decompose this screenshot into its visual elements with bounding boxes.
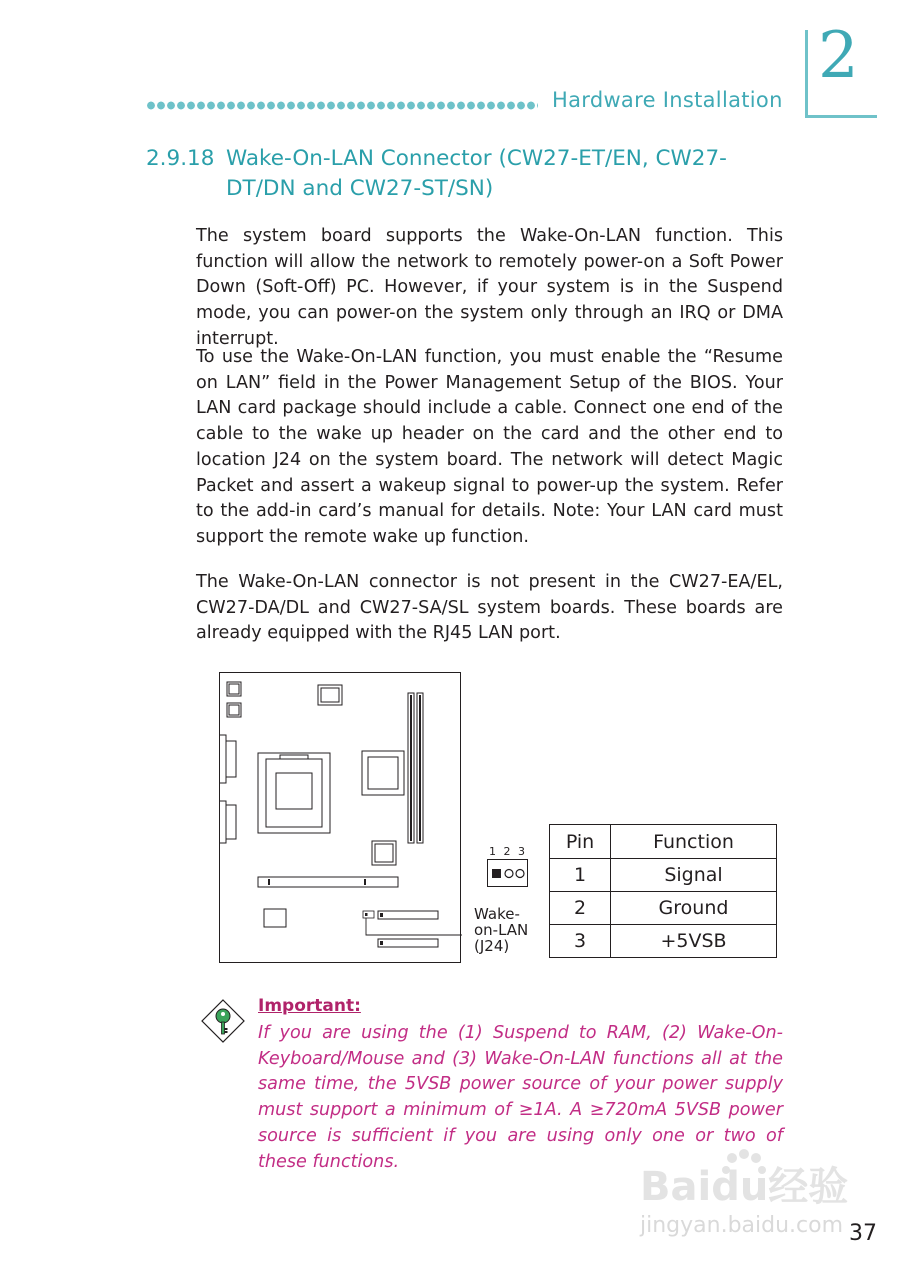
paragraph-usage: To use the Wake-On-LAN function, you must enable the “Resume on LAN” field in the Power Management Setup of the BIOS. Your LAN card package should include a cable. Connect one end of the cable to the wake up header on the card and the other end to location J24 on the system board. The network will detect Magic Packet and assert a wakeup signal to power-up the system. Refer to the add-in card’s manual for details. Note: Your LAN card must support the remote wake up function.	[196, 347, 783, 547]
function-cell: Signal	[611, 859, 777, 892]
key-icon	[201, 999, 245, 1047]
wake-on-lan-label-line2: on-LAN	[474, 921, 529, 939]
wake-on-lan-label	[474, 906, 528, 954]
header-dotted-rule	[146, 101, 538, 110]
pin-header-pins	[488, 860, 529, 888]
paragraph-availability: The Wake-On-LAN connector is not present in the CW27-EA/EL, CW27-DA/DL and CW27-SA/SL system boards. These boards are already equipped with the RJ45 LAN port.	[196, 572, 783, 644]
header-function: Function	[611, 825, 777, 859]
system-board-drawing	[220, 673, 462, 964]
pin-number-labels: 1 2 3	[489, 845, 527, 858]
wake-on-lan-label-line3: (J24)	[474, 937, 510, 955]
table-row	[550, 859, 777, 892]
function-cell: Ground	[611, 892, 777, 925]
chapter-tab-horizontal-rule	[805, 115, 877, 118]
j24-pin-header	[487, 859, 528, 887]
system-board-diagram	[219, 672, 461, 963]
chapter-number: 2	[818, 19, 859, 93]
table-header-row	[550, 825, 777, 859]
running-header-title: Hardware Installation	[552, 88, 783, 112]
wake-on-lan-label-line1: Wake-	[474, 905, 520, 923]
table-row	[550, 892, 777, 925]
table-row	[550, 925, 777, 958]
section-title-line1: Wake-On-LAN Connector (CW27-ET/EN, CW27-	[226, 146, 727, 171]
header-pin: Pin	[550, 825, 611, 859]
watermark-url: jingyan.baidu.com	[640, 1213, 844, 1238]
section-number: 2.9.18	[146, 146, 215, 171]
pin-cell: 1	[550, 859, 611, 892]
function-cell: +5VSB	[611, 925, 777, 958]
pin-cell: 3	[550, 925, 611, 958]
important-text: If you are using the (1) Suspend to RAM, (2) Wake-On-Keyboard/Mouse and (3) Wake-On-LAN functions all at the same time, the 5VSB power source of your power supply must support a minimum of ≥1A. A ≥720mA 5VSB power source is sufficient if you are using only one or two of these functions.	[258, 1023, 783, 1172]
pin-function-table	[549, 824, 777, 958]
pin-1-square	[492, 869, 501, 878]
watermark-brand: Baidu经验	[640, 1164, 849, 1210]
page-number: 37	[849, 1221, 877, 1246]
chapter-tab-vertical-rule	[805, 30, 808, 118]
pin-3-round	[516, 870, 524, 878]
baidu-watermark-logo	[640, 1148, 850, 1216]
pin-cell: 2	[550, 892, 611, 925]
important-heading: Important:	[258, 996, 361, 1016]
j24-header-mini	[363, 911, 374, 918]
paragraph-intro: The system board supports the Wake-On-LAN function. This function will allow the network to remotely power-on a Soft Power Down (Soft-Off) PC. However, if your system is in the Suspend mode, you can power-on the system only through an IRQ or DMA interrupt.	[196, 226, 783, 349]
j24-leader-line	[366, 918, 462, 935]
pin-2-round	[505, 870, 513, 878]
section-title-line2: DT/DN and CW27-ST/SN)	[226, 176, 494, 201]
section-heading	[146, 144, 786, 204]
